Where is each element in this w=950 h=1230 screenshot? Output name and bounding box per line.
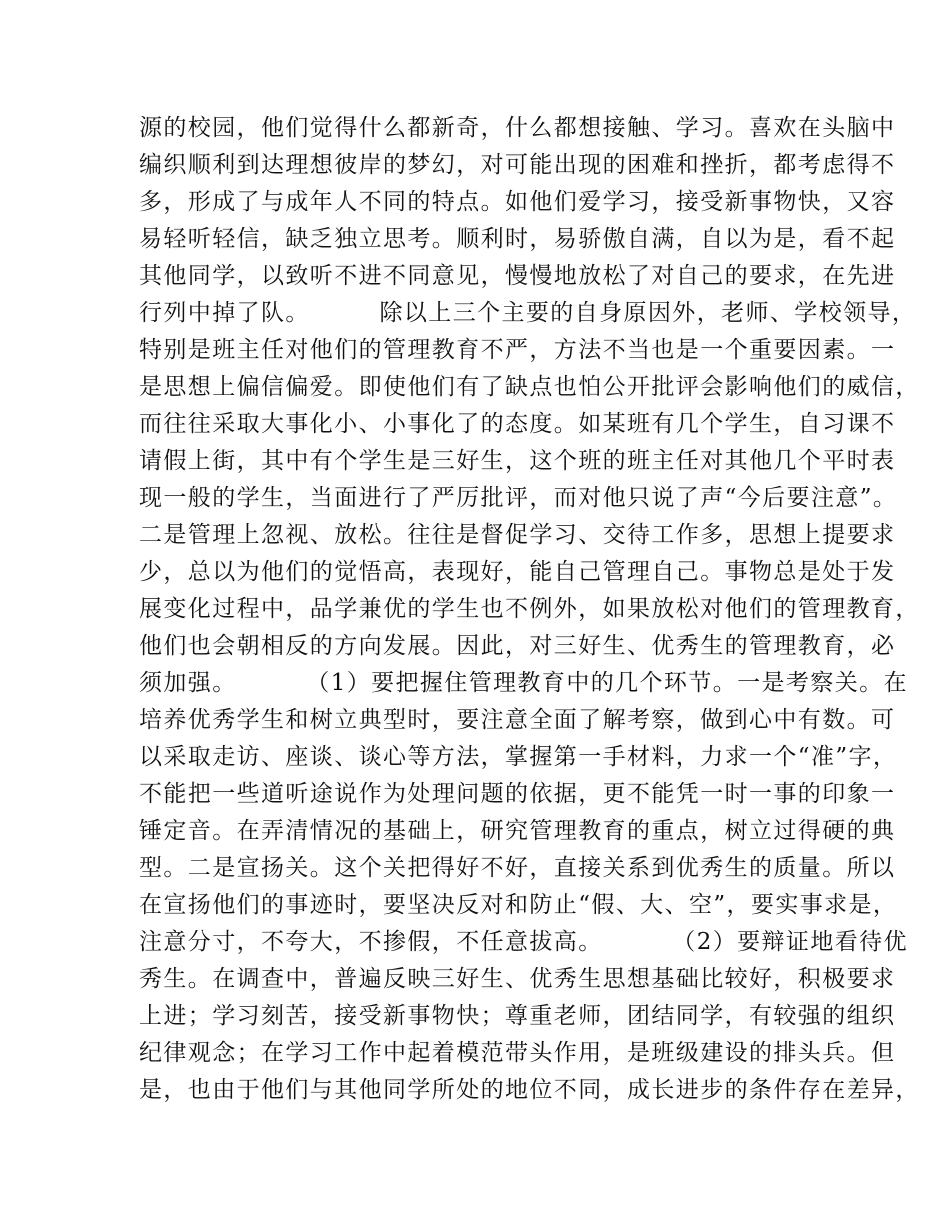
text-line: 不能把一些道听途说作为处理问题的依据，更不能凭一时一事的印象一 [139,781,896,807]
text-line: 上进；学习刻苦，接受新事物快；尊重老师，团结同学，有较强的组织 [139,1003,896,1029]
text-line: 现一般的学生，当面进行了严厉批评，而对他只说了声“今后要注意”。 [139,485,898,511]
text-line: 是，也由于他们与其他同学所处的地位不同，成长进步的条件存在差异， [139,1077,920,1103]
text-line: 型。二是宣扬关。这个关把得好不好，直接关系到优秀生的质量。所以 [139,855,896,881]
text-line: 多，形成了与成年人不同的特点。如他们爱学习，接受新事物快，又容 [139,189,896,215]
text-line: 二是管理上忽视、放松。往往是督促学习、交待工作多，思想上提要求 [139,522,896,548]
text-line: 源的校园，他们觉得什么都新奇，什么都想接触、学习。喜欢在头脑中 [139,115,896,141]
text-line: 编织顺利到达理想彼岸的梦幻，对可能出现的困难和挫折，都考虑得不 [139,152,896,178]
body-text [139,110,920,1109]
text-line: 而往往采取大事化小、小事化了的态度。如某班有几个学生，自习课不 [139,411,896,437]
text-line: 展变化过程中，品学兼优的学生也不例外，如果放松对他们的管理教育， [139,596,920,622]
text-line: 特别是班主任对他们的管理教育不严，方法不当也是一个重要因素。一 [139,337,896,363]
text-line: 他们也会朝相反的方向发展。因此，对三好生、优秀生的管理教育，必 [139,633,896,659]
text-line: 易轻听轻信，缺乏独立思考。顺利时，易骄傲自满，自以为是，看不起 [139,226,896,252]
text-line: 须加强。 （1）要把握住管理教育中的几个环节。一是考察关。在 [139,670,908,696]
text-line: 锤定音。在弄清情况的基础上，研究管理教育的重点，树立过得硬的典 [139,818,896,844]
text-line: 在宣扬他们的事迹时，要坚决反对和防止“假、大、空”，要实事求是， [139,892,898,918]
text-line: 注意分寸，不夸大，不掺假，不任意拔高。 （2）要辩证地看待优 [139,929,908,955]
text-line: 请假上街，其中有个学生是三好生，这个班的班主任对其他几个平时表 [139,448,896,474]
text-line: 行列中掉了队。 除以上三个主要的自身原因外，老师、学校领导， [139,300,917,326]
text-line: 以采取走访、座谈、谈心等方法，掌握第一手材料，力求一个“准”字， [139,744,898,770]
text-line: 是思想上偏信偏爱。即使他们有了缺点也怕公开批评会影响他们的威信， [139,374,920,400]
text-line: 培养优秀学生和树立典型时，要注意全面了解考察，做到心中有数。可 [139,707,896,733]
text-line: 其他同学，以致听不进不同意见，慢慢地放松了对自己的要求，在先进 [139,263,896,289]
text-line: 秀生。在调查中，普遍反映三好生、优秀生思想基础比较好，积极要求 [139,966,896,992]
text-line: 少，总以为他们的觉悟高，表现好，能自己管理自己。事物总是处于发 [139,559,896,585]
text-line: 纪律观念；在学习工作中起着模范带头作用，是班级建设的排头兵。但 [139,1040,896,1066]
